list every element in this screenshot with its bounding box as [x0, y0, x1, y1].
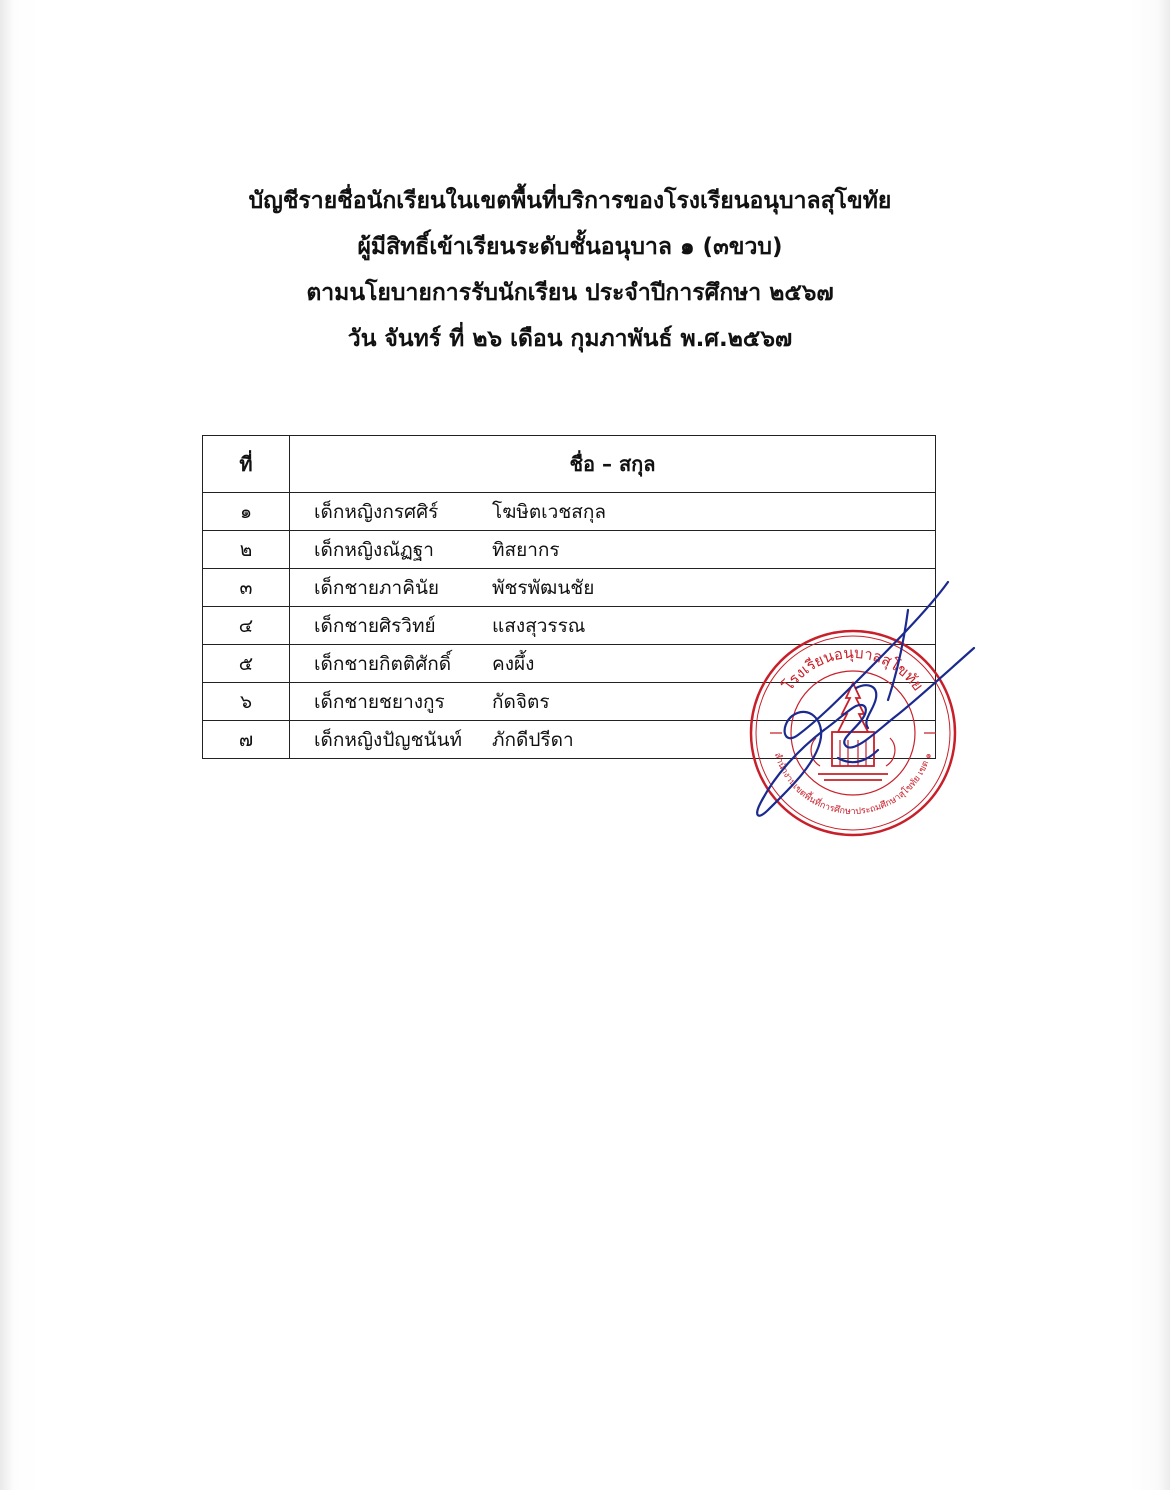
row-number: ๗	[203, 721, 290, 759]
document-heading	[140, 178, 1000, 362]
seal-bottom-text: สำนักงานเขตพื้นที่การศึกษาประถมศึกษาสุโขทัย เขต ๑	[771, 751, 935, 818]
row-number: ๔	[203, 607, 290, 645]
title-line-3: ตามนโยบายการรับนักเรียน ประจำปีการศึกษา ๒๕๖๗	[306, 280, 834, 306]
student-first-name: เด็กชายศิรวิทย์	[314, 614, 436, 637]
column-header-number: ที่	[203, 436, 290, 493]
title-line-4: วัน จันทร์ ที่ ๒๖ เดือน กุมภาพันธ์ พ.ศ.๒๕๖๗	[347, 326, 793, 352]
student-name-cell	[290, 493, 936, 531]
student-first-name: เด็กชายชยางกูร	[314, 690, 445, 713]
row-number: ๑	[203, 493, 290, 531]
signature-mark	[728, 570, 988, 830]
student-last-name: คงผึ้ง	[492, 652, 535, 675]
column-header-name: ชื่อ – สกุล	[290, 436, 936, 493]
student-first-name: เด็กชายกิตติศักดิ์	[314, 652, 452, 675]
student-last-name: โฆษิตเวชสกุล	[492, 500, 606, 523]
row-number: ๒	[203, 531, 290, 569]
student-last-name: กัดจิตร	[492, 690, 550, 713]
table-row	[203, 531, 936, 569]
student-last-name: ทิสยากร	[492, 538, 560, 561]
seal-top-text: โรงเรียนอนุบาลสุโขทัย	[778, 643, 928, 695]
student-first-name: เด็กหญิงปัญชนันท์	[314, 728, 462, 751]
student-last-name: พัชรพัฒนชัย	[492, 576, 595, 599]
row-number: ๕	[203, 645, 290, 683]
student-last-name: ภักดีปรีดา	[492, 728, 574, 751]
title-line-2: ผู้มีสิทธิ์เข้าเรียนระดับชั้นอนุบาล ๑ (๓ขวบ)	[357, 234, 783, 260]
student-first-name: เด็กหญิงณัฏฐา	[314, 538, 434, 561]
row-number: ๖	[203, 683, 290, 721]
student-first-name: เด็กชายภาคินัย	[314, 576, 440, 599]
table-row	[203, 493, 936, 531]
table-header-row	[203, 436, 936, 493]
student-last-name: แสงสุวรรณ	[492, 614, 586, 637]
row-number: ๓	[203, 569, 290, 607]
student-first-name: เด็กหญิงกรศศิร์	[314, 500, 439, 523]
student-name-cell	[290, 531, 936, 569]
title-line-1: บัญชีรายชื่อนักเรียนในเขตพื้นที่บริการของโรงเรียนอนุบาลสุโขทัย	[248, 188, 892, 214]
